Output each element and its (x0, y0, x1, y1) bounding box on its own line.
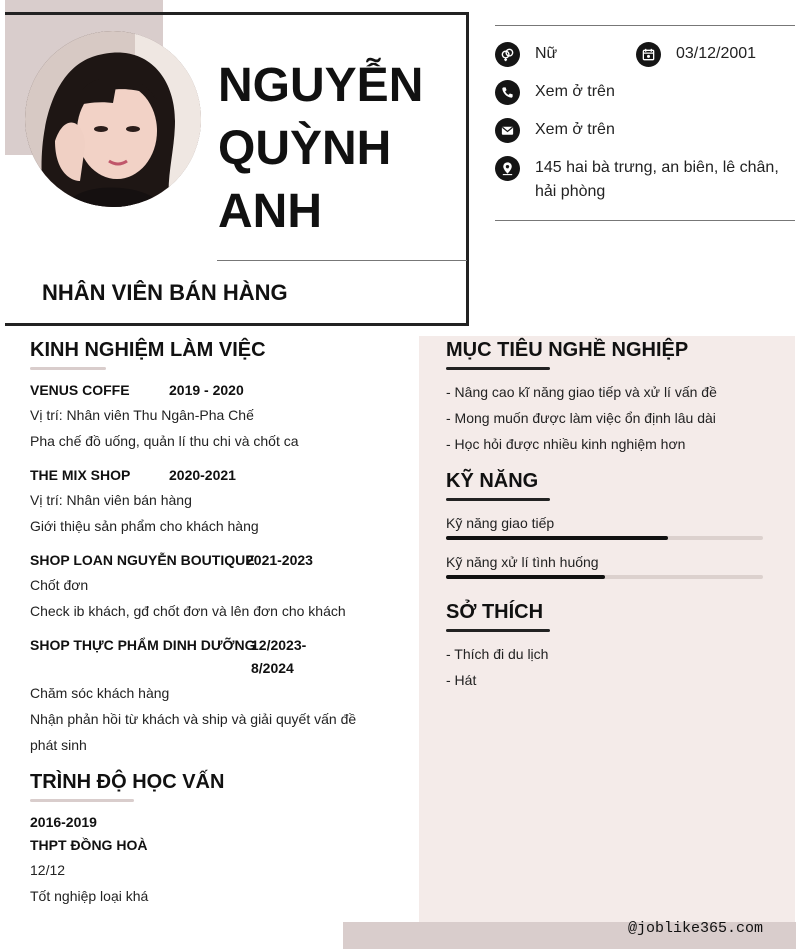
education-school: THPT ĐỒNG HOÀ (30, 837, 148, 853)
watermark: @joblike365.com (628, 920, 764, 937)
objective-underline (446, 367, 550, 370)
exp-3-line-2: Check ib khách, gđ chốt đơn và lên đơn cho khách (30, 603, 346, 619)
exp-2-period: 2020-2021 (169, 467, 236, 483)
exp-3-period: 2021-2023 (246, 552, 313, 568)
contact-phone (495, 80, 615, 105)
name-line-3: ANH (218, 185, 322, 238)
address-value (535, 156, 779, 204)
objective-item-1: - Nâng cao kĩ năng giao tiếp và xử lí vấn đề (446, 384, 717, 400)
contact-bottom-divider (495, 220, 795, 221)
exp-1-line-2: Pha chế đồ uống, quản lí thu chi và chốt ca (30, 433, 299, 449)
exp-2-company: THE MIX SHOP (30, 467, 131, 483)
contact-top-divider (495, 25, 795, 26)
objective-item-2: - Mong muốn được làm việc ổn định lâu dài (446, 410, 716, 426)
avatar (25, 31, 201, 207)
contact-email (495, 118, 615, 143)
hobbies-underline (446, 629, 550, 632)
name-line-1: NGUYỄN (218, 59, 424, 112)
gender-icon (495, 42, 520, 67)
name-line-2: QUỲNH (218, 122, 392, 175)
avatar-photo (25, 31, 201, 207)
location-icon (495, 156, 520, 181)
exp-2-line-1: Vị trí: Nhân viên bán hàng (30, 492, 192, 508)
exp-4-line-2: Nhận phản hồi từ khách và ship và giải quyết vấn đề (30, 711, 357, 727)
address-line-2: hải phòng (535, 183, 606, 200)
phone-icon (495, 80, 520, 105)
skills-title: KỸ NĂNG (446, 470, 539, 492)
gender-value: Nữ (535, 45, 558, 62)
hobby-item-1: - Thích đi du lịch (446, 646, 549, 662)
exp-4-company: SHOP THỰC PHẨM DINH DƯỠNG (30, 637, 256, 653)
phone-value: Xem ở trên (535, 83, 615, 100)
exp-4-line-1: Chăm sóc khách hàng (30, 685, 170, 701)
education-result: Tốt nghiệp loại khá (30, 888, 149, 904)
birthday-value: 03/12/2001 (676, 45, 757, 62)
exp-4-period-line-2: 8/2024 (251, 660, 294, 676)
skill-2-bar (446, 575, 763, 579)
exp-4-period-line-1: 12/2023- (251, 637, 307, 653)
hobby-item-2: - Hát (446, 672, 477, 688)
experience-title: KINH NGHIỆM LÀM VIỆC (30, 339, 266, 361)
skills-underline (446, 498, 550, 501)
objective-title: MỤC TIÊU NGHỀ NGHIỆP (446, 339, 689, 361)
education-underline (30, 799, 134, 802)
exp-1-company: VENUS COFFE (30, 382, 130, 398)
exp-3-line-1: Chốt đơn (30, 577, 89, 593)
objective-item-3: - Học hỏi được nhiều kinh nghiệm hơn (446, 436, 686, 452)
job-title: NHÂN VIÊN BÁN HÀNG (42, 280, 288, 305)
exp-1-line-1: Vị trí: Nhân viên Thu Ngân-Pha Chế (30, 407, 254, 423)
contact-address (495, 156, 779, 204)
exp-2-line-2: Giới thiệu sản phẩm cho khách hàng (30, 518, 259, 534)
mail-icon (495, 118, 520, 143)
education-title: TRÌNH ĐỘ HỌC VẤN (30, 771, 225, 793)
skill-1-name: Kỹ năng giao tiếp (446, 515, 555, 531)
calendar-icon (636, 42, 661, 67)
skill-2-name: Kỹ năng xử lí tình huống (446, 554, 599, 570)
skill-1-bar-fill (446, 536, 668, 540)
exp-3-company: SHOP LOAN NGUYỄN BOUTIQUE (30, 552, 255, 568)
education-period: 2016-2019 (30, 814, 97, 830)
full-name (218, 54, 458, 243)
exp-4-line-3: phát sinh (30, 737, 87, 753)
email-value: Xem ở trên (535, 121, 615, 138)
education-grade: 12/12 (30, 862, 66, 878)
exp-1-period: 2019 - 2020 (169, 382, 244, 398)
skill-2-bar-fill (446, 575, 605, 579)
address-line-1: 145 hai bà trưng, an biên, lê chân, (535, 159, 779, 176)
experience-underline (30, 367, 106, 370)
contact-birthday (636, 42, 756, 67)
contact-gender (495, 42, 557, 67)
skill-1-bar (446, 536, 763, 540)
name-divider (217, 260, 467, 261)
hobbies-title: SỞ THÍCH (446, 601, 544, 623)
